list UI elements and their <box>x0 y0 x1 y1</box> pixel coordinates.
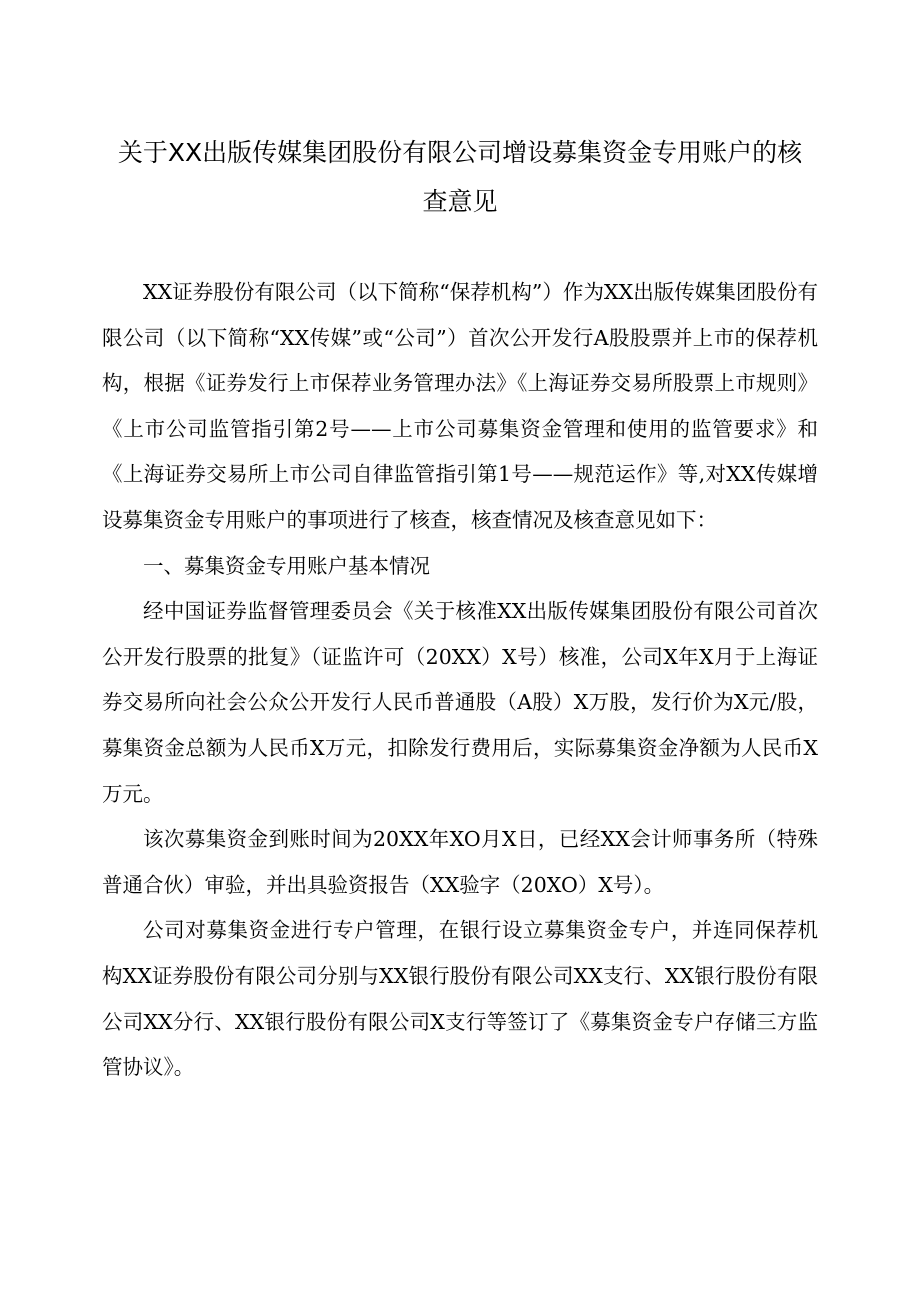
account-management-paragraph: 公司对募集资金进行专户管理，在银行设立募集资金专户，并连同保荐机构XX证券股份有限公司分别与XX银行股份有限公司XX支行、XX银行股份有限公司XX分行、XX银行股份有限公司X支行等签订了《募集资金专户存储三方监管协议》。 <box>102 918 818 1080</box>
title-line-1: 关于XX出版传媒集团股份有限公司增设募集资金专用账户的核 <box>117 138 803 167</box>
funds-arrival-paragraph: 该次募集资金到账时间为20XX年XO月X日，已经XX会计师事务所（特殊普通合伙）审验，并出具验资报告（XX验字（20XO）X号）。 <box>102 827 818 897</box>
section-heading-1: 一、募集资金专用账户基本情况 <box>143 553 430 578</box>
approval-paragraph: 经中国证券监督管理委员会《关于核准XX出版传媒集团股份有限公司首次公开发行股票的批复》（证监许可（20XX）X号）核准，公司X年X月于上海证券交易所向社会公众公开发行人民币普通股（A股）X万股，发行价为X元/股，募集资金总额为人民币X万元，扣除发行费用后，实际募集资金净额为人民币X万元。 <box>102 599 818 806</box>
document-title <box>95 128 825 226</box>
title-line-2: 查意见 <box>422 187 498 216</box>
intro-paragraph: XX证券股份有限公司（以下简称“保荐机构”）作为XX出版传媒集团股份有限公司（以下简称“XX传媒”或“公司”）首次公开发行A股股票并上市的保荐机构，根据《证券发行上市保荐业务管理办法》《上海证券交易所股票上市规则》《上市公司监管指引第2号——上市公司募集资金管理和使用的监管要求》和《上海证券交易所上市公司自律监管指引第1号——规范运作》等,对XX传媒增设募集资金专用账户的事项进行了核查，核查情况及核查意见如下： <box>102 280 818 532</box>
document-body <box>102 270 818 1091</box>
